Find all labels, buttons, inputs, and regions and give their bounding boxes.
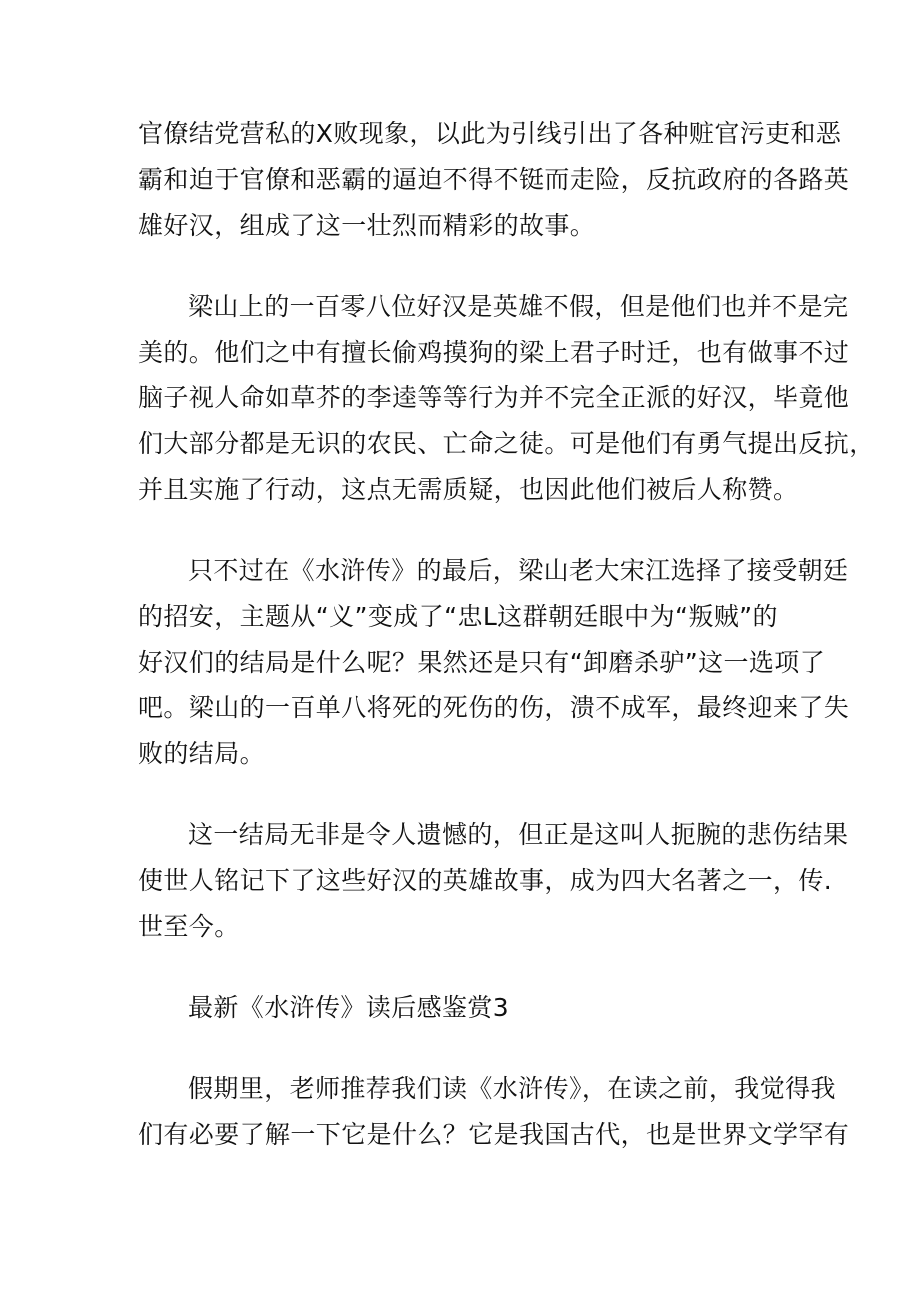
paragraph-1-line-3: 雄好汉，组成了这一壮烈而精彩的故事。 xyxy=(138,211,596,240)
paragraph-2-line-2: 美的。他们之中有擅长偷鸡摸狗的梁上君子时迁，也有做事不过 xyxy=(138,338,850,367)
paragraph-1-line-1: 官僚结党营私的X败现象，以此为引线引出了各种赃官污吏和恶 xyxy=(138,119,842,148)
paragraph-2-line-5: 并且实施了行动，这点无需质疑，也因此他们被后人称赞。 xyxy=(138,475,799,504)
paragraph-2-line-3: 脑子视人命如草芥的李逵等等行为并不完全正派的好汉，毕竟他 xyxy=(138,383,850,412)
paragraph-3-line-4: 吧。梁山的一百单八将死的死伤的伤，溃不成军，最终迎来了失 xyxy=(138,693,850,722)
paragraph-2-line-4: 们大部分都是无识的农民、亡命之徒。可是他们有勇气提出反抗， xyxy=(138,429,875,458)
paragraph-3-line-2: 的招安，主题从“义”变成了“忠L这群朝廷眼中为“叛贼”的 xyxy=(138,602,778,631)
paragraph-4-line-2: 使世人铭记下了这些好汉的英雄故事，成为四大名著之一，传. xyxy=(138,866,833,895)
paragraph-4-line-1: 这一结局无非是令人遗憾的，但正是这叫人扼腕的悲伤结果 xyxy=(188,820,849,849)
paragraph-3-line-3: 好汉们的结局是什么呢？果然还是只有“卸磨杀驴”这一选项了 xyxy=(138,648,826,677)
paragraph-3-line-1: 只不过在《水浒传》的最后，梁山老大宋江选择了接受朝廷 xyxy=(188,556,849,585)
paragraph-4-line-3: 世至今。 xyxy=(138,912,240,941)
paragraph-5-line-1: 假期里，老师推荐我们读《水浒传》，在读之前，我觉得我 xyxy=(188,1074,836,1103)
section-heading: 最新《水浒传》读后感鉴赏3 xyxy=(188,993,510,1022)
paragraph-5-line-2: 们有必要了解一下它是什么？它是我国古代，也是世界文学罕有 xyxy=(138,1120,850,1149)
paragraph-3-line-5: 败的结局。 xyxy=(138,739,266,768)
paragraph-2-line-1: 梁山上的一百零八位好汉是英雄不假，但是他们也并不是完 xyxy=(188,292,849,321)
paragraph-1-line-2: 霸和迫于官僚和恶霸的逼迫不得不铤而走险，反抗政府的各路英 xyxy=(138,165,850,194)
